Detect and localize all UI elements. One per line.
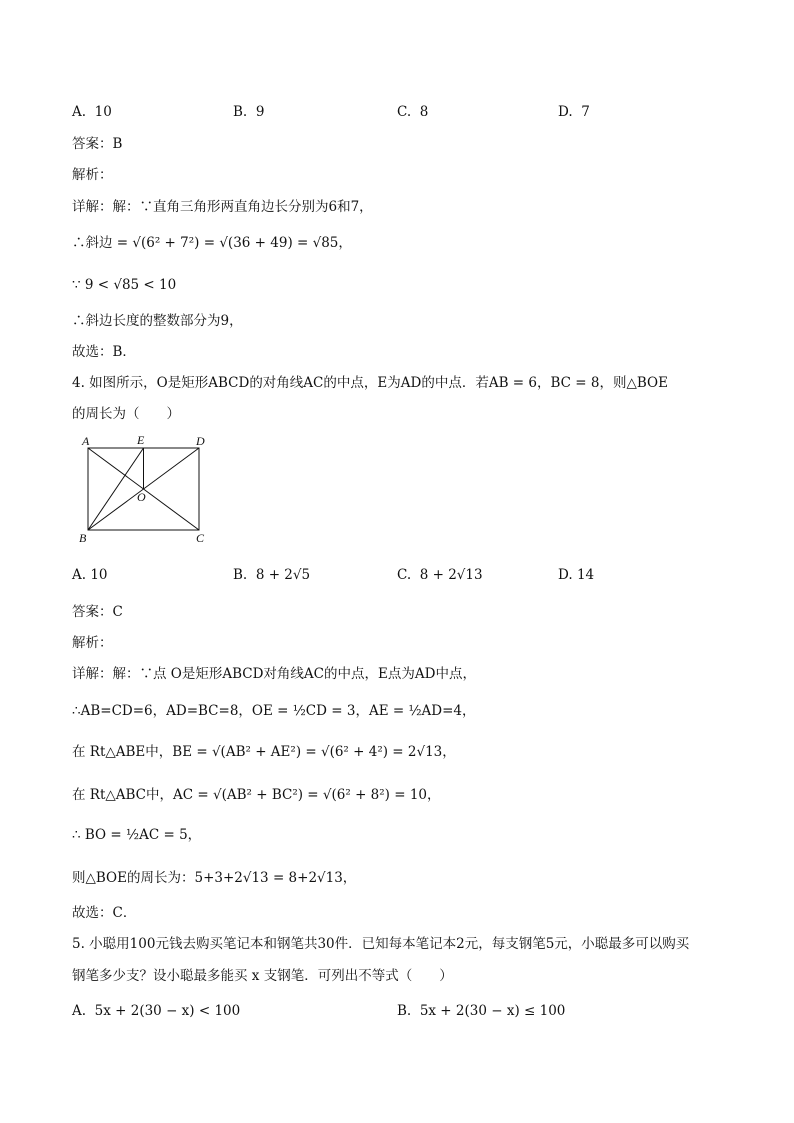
label-c: C [196, 531, 205, 545]
q4-answer: 答案：C [72, 604, 123, 620]
q4-choice: 故选：C． [72, 905, 137, 921]
q5-stem-line2: 钢笔多少支？设小聪最多能买 x 支钢笔．可列出不等式（ ） [72, 968, 453, 984]
q4-step3: 在 Rt△ABC中，AC = √(AB² + BC²) = √(6² + 8²) = 10， [72, 787, 441, 803]
q3-step2: ∵ 9 < √85 < 10 [72, 277, 177, 293]
q5-option-b: B. 5x + 2(30 − x) ≤ 100 [397, 1003, 566, 1019]
q4-step2: 在 Rt△ABE中，BE = √(AB² + AE²) = √(6² + 4²) = 2√13， [72, 744, 456, 760]
q5-stem-line1: 5. 小聪用100元钱去购买笔记本和钢笔共30件．已知每本笔记本2元，每支钢笔5元，小聪最多可以购买 [72, 936, 690, 952]
label-o: O [137, 490, 146, 504]
q4-step5: 则△BOE的周长为：5+3+2√13 = 8+2√13， [72, 870, 357, 886]
q3-step3: ∴斜边长度的整数部分为9， [72, 313, 243, 329]
q4-detail: 详解：解：∵点 O是矩形ABCD对角线AC的中点，E点为AD中点， [72, 666, 476, 682]
q5-option-a: A. 5x + 2(30 − x) < 100 [72, 1003, 241, 1019]
q4-step4: ∴ BO = ½AC = 5， [72, 827, 202, 843]
q3-detail: 详解：解：∵直角三角形两直角边长分别为6和7， [72, 199, 373, 215]
label-a: A [82, 434, 90, 448]
label-e: E [137, 433, 145, 447]
label-d: D [196, 434, 205, 448]
q4-option-b: B. 8 + 2√5 [233, 567, 311, 583]
q3-option-a: A. 10 [72, 104, 112, 120]
q4-option-d: D. 14 [558, 567, 595, 583]
q4-option-a: A. 10 [72, 567, 108, 583]
q4-analysis-label: 解析： [72, 635, 113, 651]
segment-be [88, 448, 144, 530]
q3-choice: 故选：B． [72, 344, 136, 360]
q3-answer: 答案：B [72, 136, 123, 152]
q3-option-d: D. 7 [558, 104, 590, 120]
q4-step1: ∴AB=CD=6，AD=BC=8，OE = ½CD = 3，AE = ½AD=4， [72, 703, 476, 719]
q3-option-c: C. 8 [397, 104, 429, 120]
label-b: B [79, 531, 87, 545]
q4-option-c: C. 8 + 2√13 [397, 567, 483, 583]
q4-rectangle-figure [78, 432, 213, 548]
q3-analysis-label: 解析： [72, 167, 113, 183]
q3-option-b: B. 9 [233, 104, 265, 120]
q3-step1: ∴斜边 = √(6² + 7²) = √(36 + 49) = √85， [72, 235, 352, 251]
q4-stem-line2: 的周长为（ ） [72, 406, 180, 422]
q4-stem-line1: 4. 如图所示，O是矩形ABCD的对角线AC的中点，E为AD的中点．若AB = 6，BC = 8，则△BOE [72, 375, 668, 391]
